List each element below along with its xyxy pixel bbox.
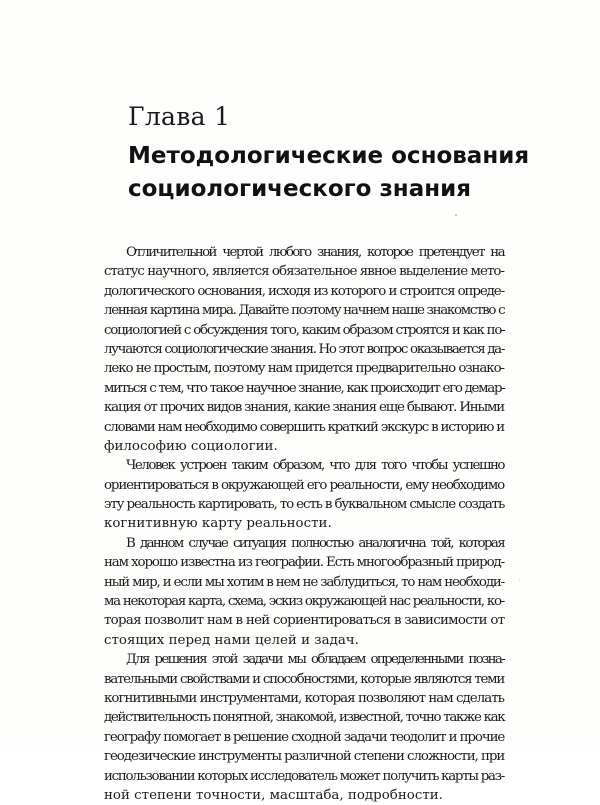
scan-speck	[519, 580, 520, 581]
text-line: когнитивными инструментами, которая позволяют нам сделать	[104, 690, 504, 706]
chapter-body	[104, 243, 504, 805]
chapter-title	[128, 140, 548, 206]
text-line: Отличительной чертой любого знания, которое претендует на	[126, 245, 504, 260]
paragraph-4	[104, 650, 504, 805]
text-line: кация от прочих видов знания, какие знания еще бывают. Иными	[104, 400, 504, 416]
chapter-title-line: Методологические основания	[128, 143, 530, 169]
text-line: нам хорошо известна из географии. Есть многообразный природ-	[104, 555, 504, 571]
text-line: леко не простым, поэтому нам придется предварительно ознако-	[104, 361, 504, 377]
text-line: Для решения этой задачи мы обладаем определенными позна-	[126, 652, 504, 668]
chapter-number: Глава 1	[128, 102, 231, 131]
paragraph-3	[104, 534, 504, 650]
text-line: торая позволит нам в ней сориентироваться в зависимости от	[104, 613, 505, 629]
text-line: социологией с обсуждения того, каким образом строятся и как по-	[104, 322, 505, 338]
text-line: ленная картина мира. Давайте поэтому начнем наше знакомство с	[104, 303, 505, 319]
text-line: миться с тем, что такое научное знание, как происходит его демар-	[104, 380, 505, 396]
text-line: философию социологии.	[104, 438, 278, 454]
text-line: В данном случае ситуация полностью аналогична той, которая	[126, 535, 504, 551]
text-line: статус научного, является обязательное явное выделение мето-	[104, 264, 505, 280]
text-line: действительность понятной, знакомой, известной, точно также как	[104, 710, 505, 726]
text-line: Человек устроен таким образом, что для того чтобы успешно	[126, 458, 504, 474]
text-line: лучаются социологические знания. Но этот вопрос оказывается да-	[104, 341, 504, 357]
text-line: ной степени точности, масштаба, подробности.	[104, 787, 443, 803]
text-line: стоящих перед нами целей и задач.	[104, 632, 359, 648]
text-line: вательными свойствами и способностями, которые являются теми	[104, 671, 504, 687]
text-line: ориентироваться в окружающей его реальности, ему необходимо	[104, 477, 504, 493]
scan-speck	[455, 214, 457, 216]
text-line: словами нам необходимо совершить краткий экскурс в историю и	[104, 419, 504, 435]
text-line: дологического основания, исходя из которого и строится опреде-	[104, 283, 504, 299]
text-line: когнитивную карту реальности.	[104, 516, 332, 532]
text-line: эту реальность картировать, то есть в буквальном смысле создать	[104, 497, 505, 513]
text-line: ный мир, и если мы хотим в нем не заблудиться, то нам необходи-	[104, 574, 504, 590]
text-line: географу помогает в решение сходной задачи теодолит и прочие	[104, 729, 505, 745]
paragraph-1	[104, 243, 504, 456]
chapter-title-line: социологического знания	[128, 176, 471, 202]
text-line: ма некоторая карта, схема, эскиз окружающей нас реальности, ко-	[104, 594, 504, 610]
text-line: геодезические инструменты различной степени сложности, при	[104, 749, 505, 765]
paragraph-2	[104, 456, 504, 534]
text-line: использовании которых исследователь может получить карты раз-	[104, 768, 504, 784]
